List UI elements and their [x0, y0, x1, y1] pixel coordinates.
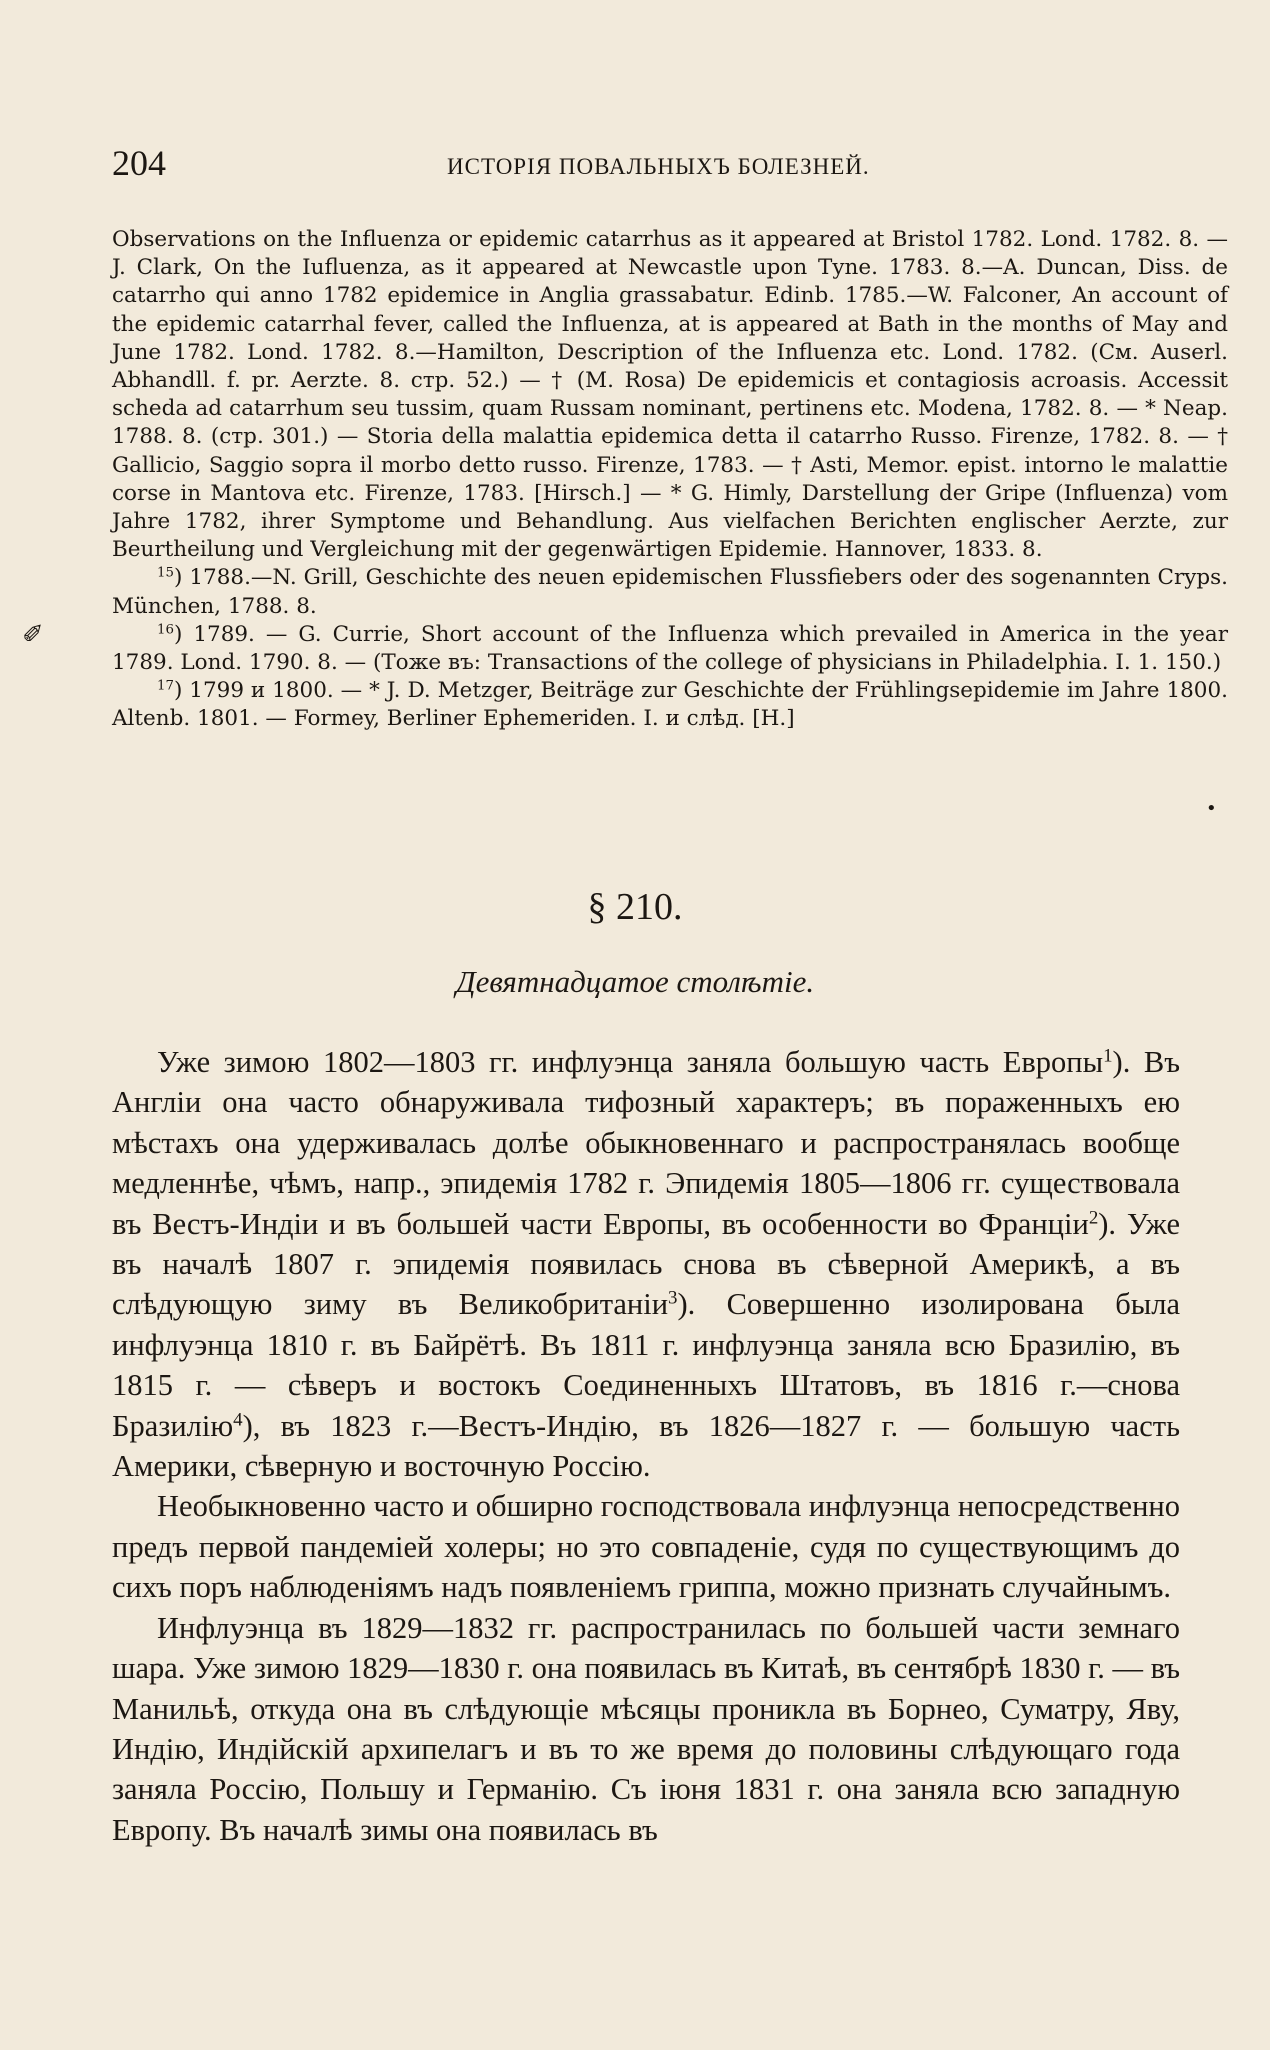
footnote-text: ) 1788.—N. Grill, Geschichte des neuen epidemischen Flussfiebers oder des sogenannten Cryps. München, 1788. 8. [112, 565, 1228, 619]
footnote-number: 16 [157, 622, 174, 638]
running-head: ИСТОРІЯ ПОВАЛЬНЫХЪ БОЛЕЗНЕЙ. [447, 154, 870, 179]
footnote-16 [112, 621, 1228, 677]
footnotes-block [112, 226, 1228, 734]
footnote-17 [112, 677, 1228, 733]
footnote-ref: 2 [1088, 1207, 1099, 1229]
text-run: ). Уже въ началѣ 1807 г. эпидемія появилась снова въ сѣверной Америкѣ, а въ слѣдующую зиму въ Великобританіи [112, 1206, 1180, 1322]
body-text [112, 1042, 1180, 1850]
footnote-text: ) 1789. — G. Currie, Short account of the Influenza which prevailed in America in the year 1789. Lond. 1790. 8. — (Тоже въ: Transactions of the college of physicians in Philadelphia. I. 1. 150.) [112, 621, 1228, 676]
footnote-ref: 1 [1103, 1045, 1113, 1067]
footnote-number: 17 [157, 678, 174, 694]
footnote-continuation: Observations on the Influenza or epidemic catarrhus as it appeared at Bristol 1782. Lond. 1782. 8. — J. Clark, On the Iufluenza, as it appeared at Newcastle upon Tyne. 1783. 8.—A. Duncan, Diss. de catarrho qui anno 1782 epidemice in Anglia grassabatur. Edinb. 1785.—W. Falconer, An account of the epidemic catarrhal fever, called the Influenza, at is appeared at Bath in the months of May and June 1782. Lond. 1782. 8.—Hamilton, Description of the Influenza etc. Lond. 1782. (См. Auserl. Abhandll. f. pr. Aerzte. 8. стр. 52.) — † (M. Rosa) De epidemicis et contagiosis acroasis. Accessit scheda ad catarrhum seu tussim, quam Russam nominant, pertinens etc. Modena, 1782. 8. — * Neap. 1788. 8. (стр. 301.) — Storia della malattia epidemica detta il catarrho Russo. Firenze, 1782. 8. — † Gallicio, Saggio sopra il morbo detto russo. Firenze, 1783. — † Asti, Memor. epist. intorno le malattie corse in Mantova etc. Firenze, 1783. [Hirsch.] — * G. Himly, Darstellung der Gripe (Influenza) vom Jahre 1782, ihrer Symptome und Behandlung. Aus vielfachen Berichten englischer Aerzte, zur Beurtheilung und Vergleichung mit der gegenwärtigen Epidemie. Hannover, 1833. 8. [112, 227, 1228, 563]
footnote-text: ) 1799 и 1800. — * J. D. Metzger, Beiträge zur Geschichte der Frühlingsepidemie im Jahre 1800. Altenb. 1801. — Formey, Berliner Ephemeriden. I. и слѣд. [H.] [112, 678, 1228, 732]
text-run: Уже зимою 1802—1803 гг. инфлуэнца заняла большую часть Европы [157, 1045, 1104, 1079]
section-number: § 210. [587, 886, 683, 928]
footnote-number: 15 [157, 566, 174, 582]
text-run: ), въ 1823 г.—Вестъ-Индію, въ 1826—1827 г. — большую часть Америки, сѣверную и восточную Россію. [112, 1408, 1180, 1484]
paragraph-2: Необыкновенно часто и обширно господствовала инфлуэнца непосредственно предъ первой пандеміей холеры; но это совпаденіе, судя по существующимъ до сихъ поръ наблюденіямъ надъ появленіемъ гриппа, можно признать случайнымъ. [112, 1489, 1180, 1605]
page-header [112, 142, 1170, 192]
paragraph-1 [112, 1042, 1180, 1486]
footnote-ref: 3 [668, 1288, 678, 1310]
footnote-ref: 4 [233, 1409, 243, 1431]
text-run: ). Совершенно изолирована была инфлуэнца 1810 г. въ Байрётѣ. Въ 1811 г. инфлуэнца заняла всю Бразилію, въ 1815 г. — сѣверъ и востокъ Соединенныхъ Штатовъ, въ 1816 г.—снова Бразилію [112, 1287, 1180, 1443]
paragraph-3: Инфлуэнца въ 1829—1832 гг. распространилась по большей части земнаго шара. Уже зимою 1829—1830 г. она появилась въ Китаѣ, въ сентябрѣ 1830 г. — въ Манильѣ, откуда она въ слѣдующіе мѣсяцы проникла въ Борнео, Суматру, Яву, Индію, Индійскій архипелагъ и въ то же время до половины слѣдующаго года заняла Россію, Польшу и Германію. Съ іюня 1831 г. она заняла всю западную Европу. Въ началѣ зимы она появилась въ [112, 1610, 1180, 1847]
page-number: 204 [112, 143, 166, 183]
footnote-15 [112, 564, 1228, 620]
pencil-mark-icon: ✐ [22, 620, 44, 650]
section-subtitle: Девятнадцатое столѣтіе. [455, 964, 815, 999]
ink-dot-icon: • [1206, 798, 1217, 819]
text-run: ). Въ Англіи она часто обнаруживала тифозный характеръ; въ пораженныхъ ею мѣстахъ она удерживалась долѣе обыкновеннаго и распространялась вообще медленнѣе, чѣмъ, напр., эпидемія 1782 г. Эпидемія 1805—1806 гг. существовала въ Вестъ-Индіи и въ большей части Европы, въ особенности во Франціи [112, 1045, 1180, 1241]
